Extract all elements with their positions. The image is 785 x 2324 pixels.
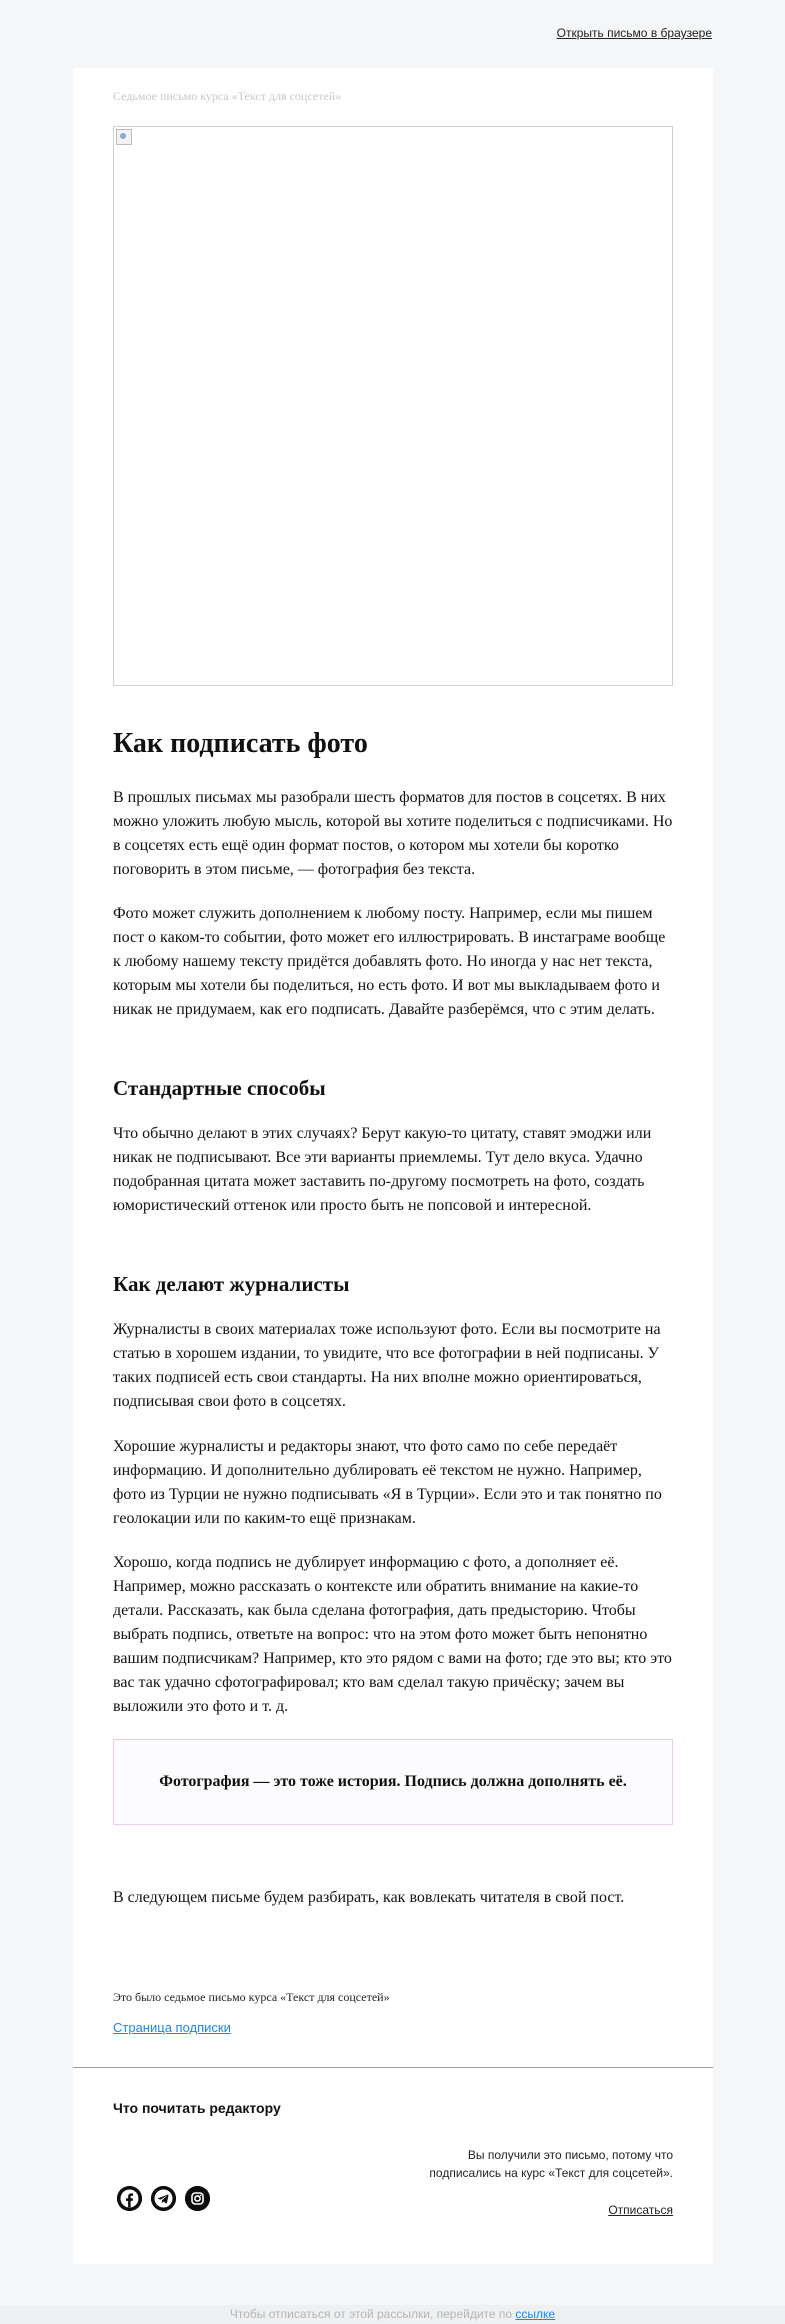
course-note: Это было седьмое письмо курса «Текст для соцсетей» [113, 1990, 390, 2004]
bottom-unsubscribe-link[interactable]: ссылке [515, 2307, 556, 2321]
open-in-browser-link[interactable]: Открыть письмо в браузере [556, 26, 712, 40]
section-heading-standard: Стандартные способы [113, 1076, 326, 1100]
unsubscribe-link[interactable] [113, 2203, 673, 2217]
divider [73, 2067, 713, 2068]
unsubscribe-label[interactable]: Отписаться [608, 2203, 673, 2217]
editor-reading-title: Что почитать редактору [113, 2100, 281, 2116]
intro-paragraph-1: В прошлых письмах мы разобрали шесть форматов для постов в соцсетях. В них можно уложить любую мысль, которой вы хотите поделиться с подписчиками. Но в соцсетях есть ещё один формат постов, о котором мы хотели бы коротко поговорить в этом письме, — фотография без текста. [113, 789, 673, 878]
email-card [73, 68, 713, 2264]
quote-box [113, 1739, 673, 1825]
subscription-reason [113, 2146, 673, 2182]
bottom-footer [0, 2305, 785, 2324]
journalists-paragraph-1: Журналисты в своих материалах тоже используют фото. Если вы посмотрите на статью в хорошем издании, то увидите, что все фотографии в ней подписаны. У таких подписей есть свои стандарты. На них вполне можно ориентироваться, подписывая свои фото в соцсетях. [113, 1321, 661, 1410]
journalists-paragraph-3: Хорошо, когда подпись не дублирует информацию с фото, а дополняет её. Например, можно рассказать о контексте или обратить внимание на какие-то детали. Рассказать, как была сделана фотография, дать предысторию. Чтобы выбрать подпись, ответьте на вопрос: что на этом фото может быть непонятно вашим подписчикам? Например, кто это рядом с вами на фото; где это вы; кто это вас так удачно сфотографировал; кто вам сделал такую причёску; зачем вы выложили это фото и т. д. [113, 1554, 672, 1715]
broken-image-icon [116, 129, 132, 145]
section-heading-journalists: Как делают журналисты [113, 1272, 350, 1296]
section-paragraph-standard: Что обычно делают в этих случаях? Берут какую-то цитату, ставят эмоджи или никак не подписывают. Все эти варианты приемлемы. Тут дело вкуса. Удачно подобранная цитата может заставить по-другому посмотреть на фото, создать юмористический оттенок или просто быть не попсовой и интересной. [113, 1125, 652, 1214]
journalists-paragraph-2: Хорошие журналисты и редакторы знают, что фото само по себе передаёт информацию. И дополнительно дублировать её текстом не нужно. Например, фото из Турции не нужно подписывать «Я в Турции». Если это и так понятно по геолокации или по каким-то ещё признакам. [113, 1438, 662, 1527]
email-title: Как подписать фото [113, 728, 368, 759]
preheader-text: Седьмое письмо курса «Текст для соцсетей» [113, 89, 342, 103]
subscription-page-link[interactable]: Страница подписки [113, 2020, 231, 2035]
quote-text: Фотография — это тоже история. Подпись должна дополнять её. [159, 1773, 627, 1790]
next-letter-text: В следующем письме будем разбирать, как вовлекать читателя в свой пост. [113, 1889, 625, 1906]
reason-line-2: подписались на курс «Текст для соцсетей». [429, 2166, 673, 2180]
hero-image [113, 126, 673, 686]
bottom-footer-text: Чтобы отписаться от этой рассылки, перейдите по [229, 2307, 513, 2321]
reason-line-1: Вы получили это письмо, потому что [467, 2148, 673, 2162]
intro-paragraph-2: Фото может служить дополнением к любому посту. Например, если мы пишем пост о каком-то событии, фото может его иллюстрировать. В инстаграме вообще к любому нашему тексту придётся добавлять фото. Но иногда у нас нет текста, которым мы хотели бы поделиться, но есть фото. И вот мы выкладываем фото и никак не придумаем, как его подписать. Давайте разберёмся, что с этим делать. [113, 905, 666, 1018]
